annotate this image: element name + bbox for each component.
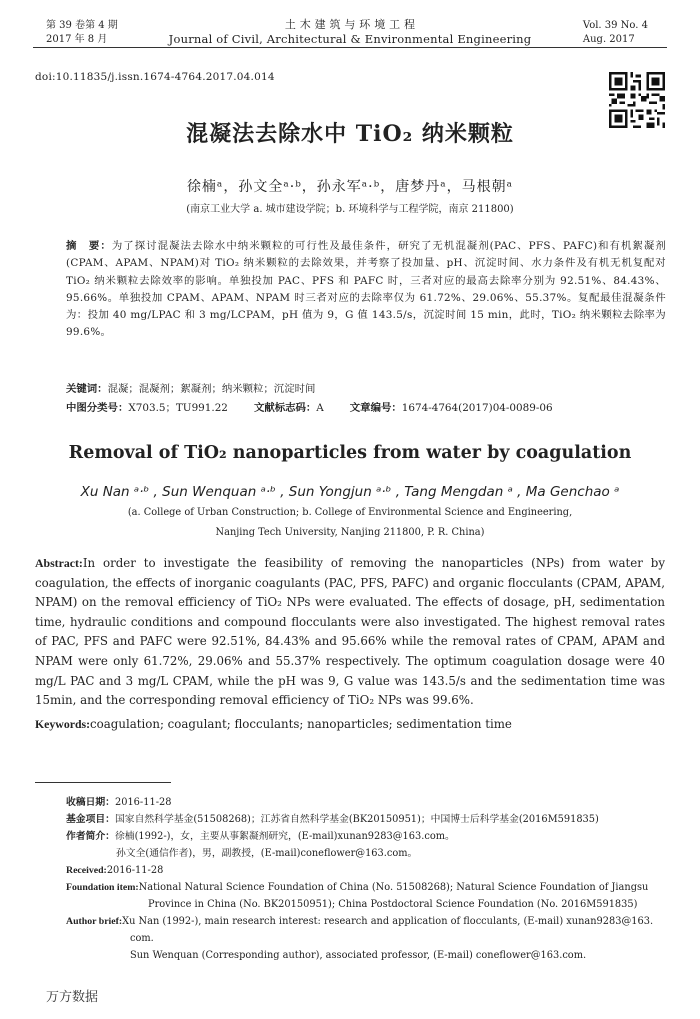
fund-cn-value: 国家自然科学基金(51508268)；江苏省自然科学基金(BK20150951)；中国博士后科学基金(2016M591835) [114, 814, 599, 825]
affiliation-en-line1: (a. College of Urban Construction; b. College of Environmental Science and Engineering, [127, 507, 573, 518]
author-cn-line2: 孙文全(通信作者)，男，副教授，(E-mail)coneflower@163.com。 [116, 848, 418, 859]
keywords-en [35, 717, 665, 732]
journal-name-cn: 土 木 建 筑 与 环 境 工 程 [284, 18, 416, 31]
journal-name-en: Journal of Civil, Architectural & Environmental Engineering [168, 32, 532, 46]
footnote-fund-cn [66, 813, 666, 827]
footnote-fund-en [66, 881, 666, 895]
fund-en-line1: National Natural Science Foundation of China (No. 51508268); Natural Science Foundation of Jiangsu [138, 882, 649, 893]
footnote-received-en [66, 864, 666, 878]
keywords-en-text: coagulation; coagulant; flocculants; nanoparticles; sedimentation time [90, 717, 512, 731]
classification-cn [66, 399, 666, 414]
brief-en-line1: Xu Nan (1992-), main research interest: research and application of flocculants, (E-mail) xunan9283@163. [122, 916, 654, 927]
clc-label: 中图分类号： [66, 402, 129, 414]
abstract-cn-label: 摘 要： [66, 240, 112, 252]
received-cn-label: 收稿日期： [66, 797, 115, 808]
author-list-cn: 徐楠ᵃ，孙文全ᵃ·ᵇ，孙永军ᵃ·ᵇ，唐梦丹ᵃ，马根朝ᵃ [186, 179, 514, 195]
footnote-brief-en [66, 915, 666, 929]
fund-en-label: Foundation item: [66, 882, 139, 893]
article-number-value: 1674-4764(2017)04-0089-06 [401, 402, 553, 414]
abstract-cn [66, 238, 666, 342]
footnote-fund-en-2 [66, 898, 666, 912]
keywords-cn [66, 380, 666, 395]
header-divider [33, 47, 667, 48]
footnote-brief-en-2 [66, 932, 666, 946]
paper-title-cn: 混凝法去除水中 TiO₂ 纳米颗粒 [186, 121, 514, 147]
wanfang-watermark: 万方数据 [46, 990, 99, 1005]
article-number-label: 文章编号： [349, 402, 402, 414]
affiliation-cn: (南京工业大学 a. 城市建设学院；b. 环境科学与工程学院，南京 211800) [186, 204, 514, 215]
date-line: 2017 年 8 月 [46, 34, 108, 45]
footnote-author-cn-2 [66, 847, 666, 861]
footnote-divider [35, 782, 171, 783]
abstract-en-text: In order to investigate the feasibility of removing the nanoparticles (NPs) from water by coagulation, the effects of inorganic coagulants (PAC, PFS, PAFC) and organic flocculants (CPAM, APAM, NPAM) on the removal efficiency of TiO₂ NPs were evaluated. The effects of dosage, pH, sedimentation time, hydraulic conditions and compound flocculants were also investigated. The highest removal rates of PAC, PFS and PAFC were 92.51%, 84.43% and 95.66% while the removal rates of CPAM, APAM and NPAM were only 61.72%, 29.06% and 55.37% respectively. The optimum coagulation dosage were 40 mg/L PAC and 3 mg/L CPAM, while the pH was 9, G value was 143.5/s and the sedimentation time was 15min, and the corresponding removal efficiency of TiO₂ NPs was 99.6%. [35, 556, 665, 708]
keywords-en-label: Keywords: [35, 717, 91, 731]
clc-value: X703.5；TU991.22 [128, 402, 228, 414]
author-list-en: Xu Nan ᵃ·ᵇ , Sun Wenquan ᵃ·ᵇ , Sun Yongjun ᵃ·ᵇ , Tang Mengdan ᵃ , Ma Genchao ᵃ [80, 484, 620, 500]
received-cn-value: 2016-11-28 [114, 797, 172, 808]
journal-issue-cn [46, 19, 118, 47]
doi[interactable]: doi:10.11835/j.issn.1674-4764.2017.04.014 [35, 71, 275, 83]
doc-code-label: 文献标志码： [253, 402, 317, 414]
fund-cn-label: 基金项目： [66, 814, 115, 825]
issue-line: 第 39 卷第 4 期 [46, 20, 118, 31]
month-line: Aug. 2017 [582, 34, 635, 45]
author-cn-line1: 徐楠(1992-)，女，主要从事絮凝剂研究，(E-mail)xunan9283@163.com。 [114, 831, 455, 842]
brief-en-line2: com. [130, 933, 154, 944]
keywords-cn-label: 关键词： [66, 383, 108, 395]
author-cn-label: 作者简介： [66, 831, 115, 842]
brief-en-line3: Sun Wenquan (Corresponding author), associated professor, (E-mail) coneflower@163.com. [130, 950, 587, 961]
volume-line: Vol. 39 No. 4 [582, 20, 648, 31]
received-en-value: 2016-11-28 [106, 865, 164, 876]
keywords-cn-text: 混凝；混凝剂；絮凝剂；纳米颗粒；沉淀时间 [107, 383, 316, 395]
paper-title-en: Removal of TiO₂ nanoparticles from water by coagulation [68, 443, 632, 463]
footnote-received-cn [66, 796, 666, 810]
footnote-brief-en-3 [66, 949, 666, 963]
journal-name [150, 18, 550, 46]
fund-en-line2: Province in China (No. BK20150951); China Postdoctoral Science Foundation (No. 2016M591835) [148, 899, 638, 910]
abstract-en-label: Abstract: [35, 556, 83, 570]
abstract-en [35, 554, 665, 711]
journal-issue-en [583, 19, 648, 47]
doc-code-value: A [316, 402, 324, 414]
received-en-label: Received: [66, 865, 107, 876]
brief-en-label: Author brief: [66, 916, 123, 927]
affiliation-en-line2: Nanjing Tech University, Nanjing 211800, P. R. China) [215, 527, 485, 538]
footnote-author-cn [66, 830, 666, 844]
abstract-cn-text: 为了探讨混凝法去除水中纳米颗粒的可行性及最佳条件，研究了无机混凝剂(PAC、PFS、PAFC)和有机絮凝剂(CPAM、APAM、NPAM)对 TiO₂ 纳米颗粒的去除效果，并考察了投加量、pH、沉淀时间、水力条件及有机无机复配对 TiO₂ 纳米颗粒去除效率的影响。单独投加 PAC、PFS 和 PAFC 时，三者对应的最高去除率分别为 92.51%、84.43%、95.66%。单独投加 CPAM、APAM、NPAM 时三者对应的去除率仅为 61.72%、29.06%、55.37%。复配最佳混凝条件为：投加 40 mg/LPAC 和 3 mg/LCPAM，pH 值为 9，G 值 143.5/s，沉淀时间 15 min，此时，TiO₂ 纳米颗粒去除率为 99.6%。 [66, 240, 667, 339]
